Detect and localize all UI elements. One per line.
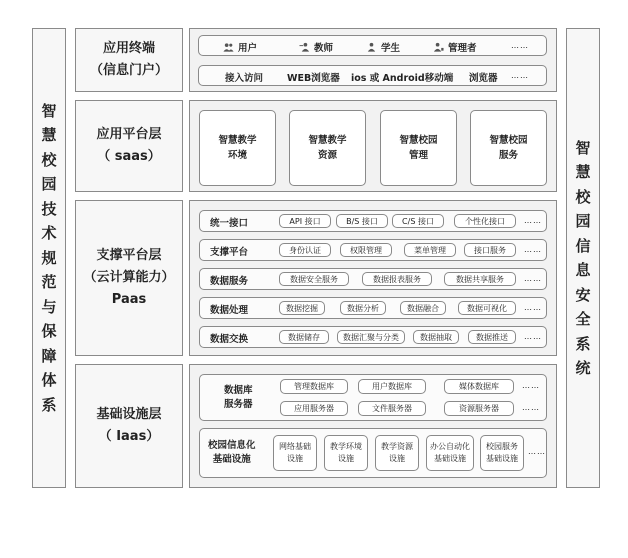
infra-item: 校园服务 基础设施 xyxy=(480,435,524,471)
left-banner-char: 技 xyxy=(41,199,57,218)
db-more: …… xyxy=(522,381,540,390)
paas-row xyxy=(199,210,547,232)
saas-subtitle: （ saas） xyxy=(97,149,161,164)
left-banner-char: 系 xyxy=(41,395,57,414)
terminal-title: 应用终端 xyxy=(102,41,155,56)
paas-item: 数据抽取 xyxy=(413,330,459,344)
infra-item: 办公自动化 基础设施 xyxy=(426,435,474,471)
paas-row-label: 数据服务 xyxy=(210,276,249,287)
left-banner-char: 规 xyxy=(41,248,57,267)
paas-row xyxy=(199,297,547,319)
paas-subtitle2: Paas xyxy=(111,292,147,307)
saas-card: 智慧教学 环境 xyxy=(199,110,276,186)
db-item: 管理数据库 xyxy=(280,379,348,394)
paas-item: 个性化接口 xyxy=(454,214,516,228)
server-item: 资源服务器 xyxy=(444,401,514,416)
saas-card: 智慧校园 管理 xyxy=(380,110,457,186)
access-bar xyxy=(198,65,547,86)
right-banner-char: 信 xyxy=(575,236,591,255)
iaas-subtitle: （ Iaas） xyxy=(98,429,160,444)
paas-row xyxy=(199,326,547,348)
db-server-label: 数据库 服务器 xyxy=(224,385,253,410)
paas-row-more: …… xyxy=(524,332,542,341)
left-banner-char: 体 xyxy=(41,371,57,390)
db-item: 媒体数据库 xyxy=(444,379,514,394)
left-banner-char: 智 xyxy=(41,101,57,120)
left-banner xyxy=(32,28,66,488)
student-item: 学生 xyxy=(366,40,400,54)
terminal-layer-content xyxy=(189,28,557,92)
saas-title: 应用平台层 xyxy=(96,127,162,142)
saas-card: 智慧校园 服务 xyxy=(470,110,547,186)
db-item: 用户数据库 xyxy=(358,379,426,394)
paas-item: 数据安全服务 xyxy=(279,272,349,286)
right-banner-char: 安 xyxy=(575,285,591,304)
right-banner-char: 校 xyxy=(575,187,591,206)
paas-subtitle: （云计算能力） xyxy=(83,270,175,285)
user-item: 用户 xyxy=(223,40,257,54)
infra-group xyxy=(199,428,547,478)
right-banner-char: 息 xyxy=(575,261,591,279)
paas-item: 数据推送 xyxy=(468,330,516,344)
server-item: 应用服务器 xyxy=(280,401,348,416)
db-server-group xyxy=(199,374,547,421)
paas-row-label: 统一接口 xyxy=(210,218,249,229)
right-banner-char: 统 xyxy=(575,359,591,377)
left-banner-text xyxy=(41,99,56,418)
right-banner-char: 智 xyxy=(575,138,591,157)
right-banner-char: 园 xyxy=(575,212,591,230)
infra-item: 教学资源 设施 xyxy=(375,435,419,471)
iaas-title: 基础设施层 xyxy=(96,407,162,422)
paas-layer-label xyxy=(75,200,183,356)
paas-row xyxy=(199,239,547,261)
left-banner-char: 慧 xyxy=(41,126,57,145)
paas-item: 数据挖掘 xyxy=(279,301,325,315)
teacher-item: 教师 xyxy=(299,40,333,54)
teacher-icon xyxy=(299,42,310,52)
paas-item: 数据汇聚与分类 xyxy=(337,330,405,344)
paas-row-more: …… xyxy=(524,303,542,312)
paas-item: 数据分析 xyxy=(340,301,386,315)
left-banner-char: 障 xyxy=(41,346,57,365)
paas-item: C/S 接口 xyxy=(392,214,444,228)
infra-item: 网络基础 设施 xyxy=(273,435,317,471)
users-bar xyxy=(198,35,547,56)
right-banner xyxy=(566,28,600,488)
student-icon xyxy=(366,42,377,52)
server-item: 文件服务器 xyxy=(358,401,426,416)
right-banner-char: 系 xyxy=(575,334,591,353)
paas-item: 权限管理 xyxy=(340,243,392,257)
infra-item: 教学环境 设施 xyxy=(324,435,368,471)
infra-more: …… xyxy=(528,447,546,456)
left-banner-char: 保 xyxy=(41,322,57,341)
manager-item: 管理者 xyxy=(433,40,477,54)
paas-item: 数据共享服务 xyxy=(444,272,516,286)
paas-item: 数据可视化 xyxy=(458,301,516,315)
server-more: …… xyxy=(522,403,540,412)
iaas-layer-label xyxy=(75,364,183,488)
manager-icon xyxy=(433,42,444,52)
paas-item: 菜单管理 xyxy=(404,243,456,257)
paas-item: 数据报表服务 xyxy=(362,272,432,286)
paas-row-label: 支撑平台 xyxy=(210,247,249,258)
access-mobile: ios 或 Android移动端 xyxy=(351,73,454,84)
left-banner-char: 与 xyxy=(41,297,57,316)
right-banner-text xyxy=(575,136,590,381)
paas-row-more: …… xyxy=(524,274,542,283)
paas-row xyxy=(199,268,547,290)
infra-label: 校园信息化 基础设施 xyxy=(208,440,256,465)
group-icon xyxy=(223,42,234,52)
access-label: 接入访问 xyxy=(225,73,264,84)
terminal-layer-label xyxy=(75,28,183,92)
right-banner-char: 全 xyxy=(575,310,591,328)
paas-item: 接口服务 xyxy=(464,243,516,257)
terminal-subtitle: （信息门户） xyxy=(89,63,168,78)
paas-row-more: …… xyxy=(524,245,542,254)
paas-layer-content xyxy=(189,200,557,356)
paas-item: 身份认证 xyxy=(279,243,331,257)
paas-item: 数据融合 xyxy=(400,301,446,315)
access-web: WEB浏览器 xyxy=(287,73,340,84)
left-banner-char: 术 xyxy=(41,224,57,243)
left-banner-char: 园 xyxy=(41,175,57,194)
access-more: …… xyxy=(511,71,529,80)
paas-row-more: …… xyxy=(524,216,542,225)
paas-item: 数据储存 xyxy=(279,330,329,344)
paas-item: API 接口 xyxy=(279,214,331,228)
users-more: …… xyxy=(511,41,529,50)
saas-layer-label xyxy=(75,100,183,192)
access-browser: 浏览器 xyxy=(469,73,498,84)
right-banner-char: 慧 xyxy=(575,163,591,181)
left-banner-char: 校 xyxy=(41,150,57,169)
saas-card: 智慧教学 资源 xyxy=(289,110,366,186)
paas-title: 支撑平台层 xyxy=(96,248,162,263)
paas-item: B/S 接口 xyxy=(336,214,388,228)
paas-row-label: 数据处理 xyxy=(210,305,249,316)
paas-row-label: 数据交换 xyxy=(210,334,249,345)
saas-layer-content xyxy=(189,100,557,192)
iaas-layer-content xyxy=(189,364,557,488)
left-banner-char: 范 xyxy=(41,273,57,292)
